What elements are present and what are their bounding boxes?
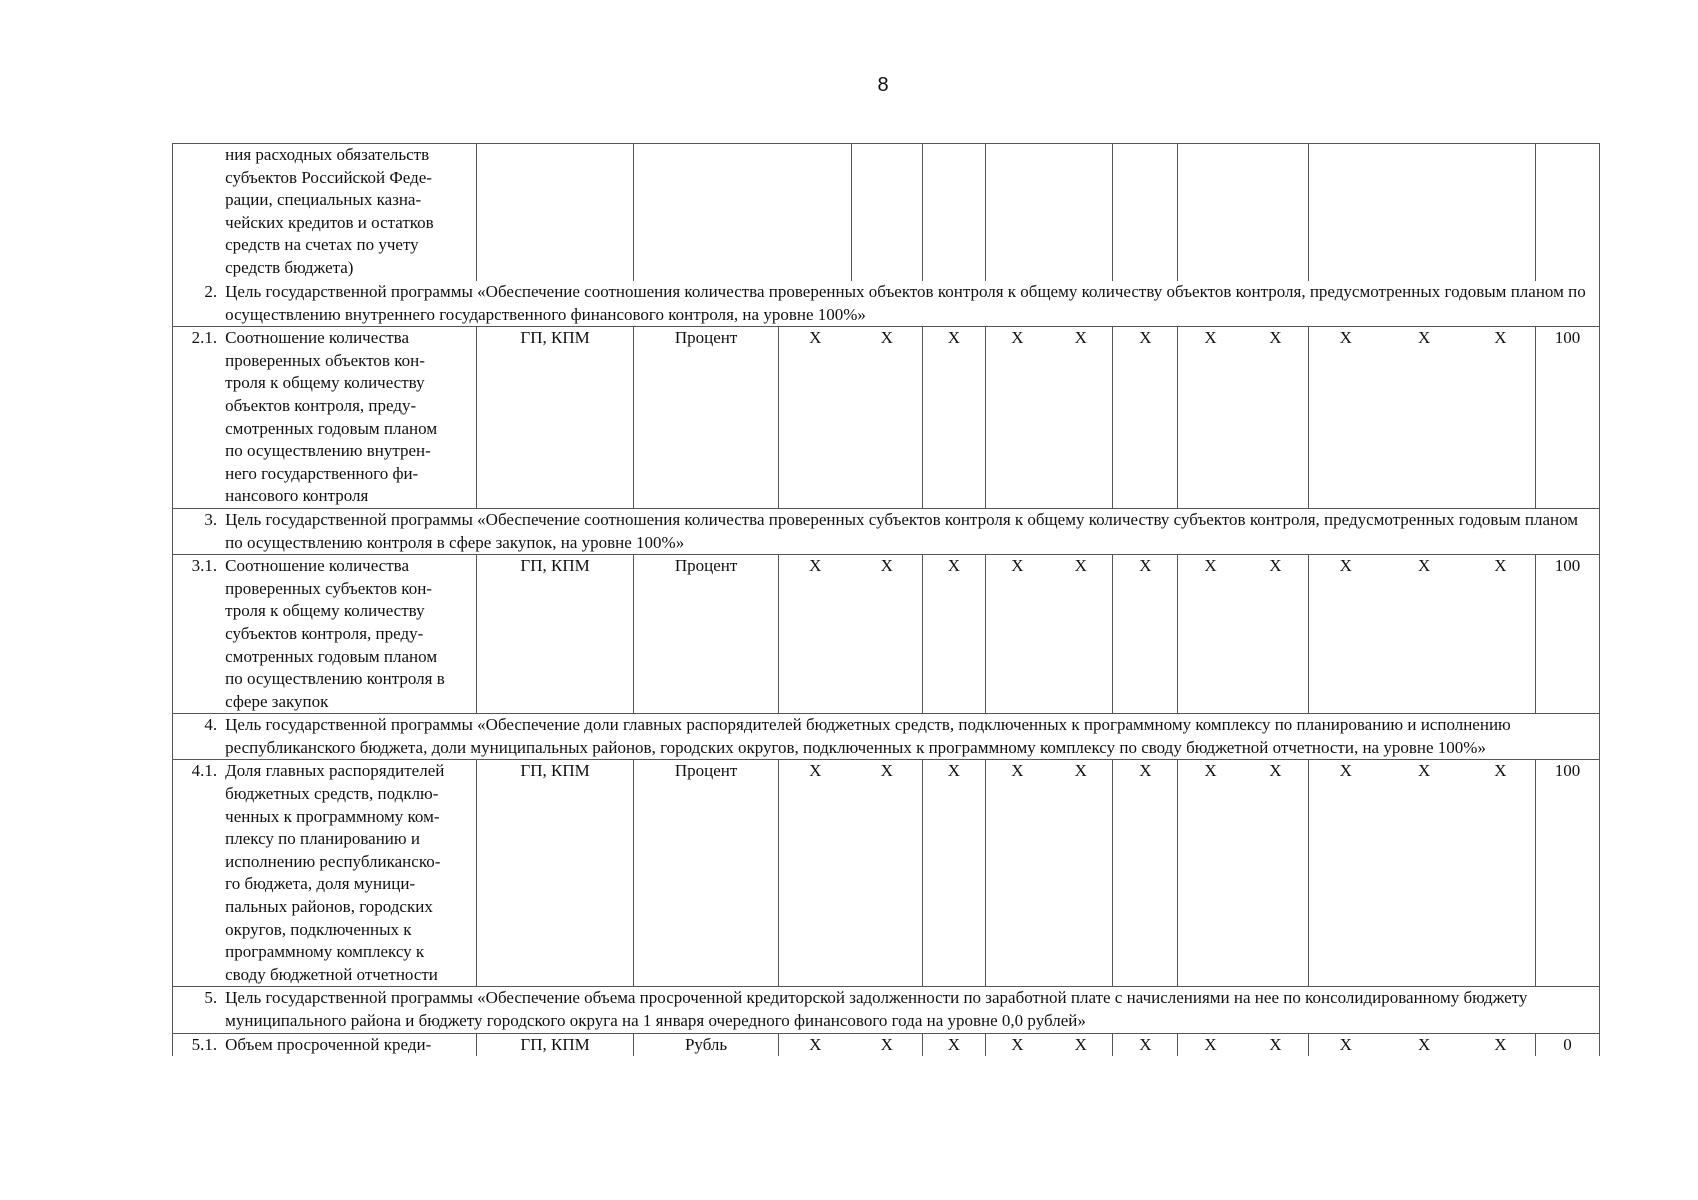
mark-cell: X: [1243, 760, 1309, 987]
mark-cell: X: [1466, 327, 1536, 509]
indicators-table: [172, 143, 1600, 1056]
indicator-row: [173, 1033, 1600, 1056]
mark-cell: X: [1049, 555, 1113, 714]
mark-cell: X: [985, 1033, 1049, 1056]
indicator-row: [173, 327, 1600, 509]
unit-cell: Процент: [634, 760, 779, 987]
mark-cell: X: [1113, 760, 1178, 987]
mark-cell: X: [922, 555, 985, 714]
page-number: 8: [877, 74, 889, 96]
mark-cell: X: [1049, 760, 1113, 987]
goal-number: 4.: [173, 714, 222, 760]
indicator-row: [173, 760, 1600, 987]
mark-cell: X: [922, 1033, 985, 1056]
unit-cell: Процент: [634, 555, 779, 714]
goal-text: Цель государственной программы «Обеспечение соотношения количества проверенных объектов контроля к общему количеству объектов контроля, предусмотренных годовым планом по осуществлению внутреннего государственного финансового контроля, на уровне 100%»: [221, 281, 1599, 327]
mark-cell: X: [1466, 1033, 1536, 1056]
indicator-name: Соотношение количества проверенных объектов кон- троля к общему количеству объектов контроля, преду- смотренных годовым планом по осуществлению внутрен- него государственного фи- нансового контроля: [221, 327, 476, 509]
level-cell: ГП, КПМ: [477, 555, 634, 714]
mark-cell: X: [1383, 555, 1466, 714]
mark-cell: X: [1383, 327, 1466, 509]
value-cell: 100: [1536, 555, 1600, 714]
goal-number: 2.: [173, 281, 222, 327]
goal-text: Цель государственной программы «Обеспечение соотношения количества проверенных субъектов контроля к общему количеству субъектов контроля, предусмотренных годовым планом по осуществлению контроля в сфере закупок, на уровне 100%»: [221, 508, 1599, 554]
mark-cell: X: [852, 1033, 923, 1056]
mark-cell: X: [1466, 555, 1536, 714]
mark-cell: X: [1309, 555, 1383, 714]
mark-cell: X: [1178, 555, 1243, 714]
mark-cell: X: [985, 327, 1049, 509]
mark-cell: X: [1113, 1033, 1178, 1056]
indicator-number: 2.1.: [173, 327, 222, 509]
mark-cell: X: [852, 327, 923, 509]
indicator-number: 4.1.: [173, 760, 222, 987]
indicator-number: 3.1.: [173, 555, 222, 714]
mark-cell: X: [922, 327, 985, 509]
level-cell: ГП, КПМ: [477, 760, 634, 987]
mark-cell: X: [1417, 1034, 1431, 1054]
mark-cell: X: [1309, 327, 1383, 509]
mark-cell: X: [779, 555, 852, 714]
mark-cell: X: [1113, 555, 1178, 714]
continuation-row: [173, 144, 1600, 282]
indicator-name: Объем просроченной креди-: [221, 1033, 476, 1056]
unit-cell: Процент: [634, 327, 779, 509]
mark-cell: X: [779, 760, 852, 987]
mark-cell: X: [779, 327, 852, 509]
mark-cell: X: [985, 760, 1049, 987]
mark-cell: X: [1466, 760, 1536, 987]
goal-text: Цель государственной программы «Обеспечение объема просроченной кредиторской задолженности по заработной плате с начислениями на нее по консолидированному бюджету муниципального района и бюджету городского округа на 1 января очередного финансового года на уровне 0,0 рублей»: [221, 987, 1599, 1033]
mark-cell: X: [1243, 1033, 1309, 1056]
mark-cell: X: [1178, 760, 1243, 987]
mark-cell: X: [1243, 555, 1309, 714]
mark-cell: X: [1049, 1033, 1113, 1056]
goal-row: [173, 714, 1600, 760]
mark-cell: X: [852, 760, 923, 987]
mark-cell: X: [985, 555, 1049, 714]
mark-cell: X: [922, 760, 985, 987]
goal-row: [173, 987, 1600, 1033]
value-cell: 0: [1536, 1033, 1600, 1056]
goal-row: [173, 508, 1600, 554]
mark-cell: X: [1243, 327, 1309, 509]
goal-text: Цель государственной программы «Обеспечение доли главных распорядителей бюджетных средств, подключенных к программному комплексу по планированию и исполнению республиканского бюджета, доли муниципальных районов, городских округов, подключенных к программному комплексу по своду бюджетной отчетности, на уровне 100%»: [221, 714, 1599, 760]
indicator-number: 5.1.: [173, 1033, 222, 1056]
mark-cell: X: [1178, 327, 1243, 509]
mark-cell: X: [779, 1033, 852, 1056]
mark-cell: X: [852, 555, 923, 714]
goal-row: [173, 281, 1600, 327]
indicator-row: [173, 555, 1600, 714]
goal-number: 5.: [173, 987, 222, 1033]
mark-cell: X: [1113, 327, 1178, 509]
mark-cell: X: [1309, 760, 1383, 987]
level-cell: ГП, КПМ: [477, 1033, 634, 1056]
value-cell: 100: [1536, 327, 1600, 509]
level-cell: ГП, КПМ: [477, 327, 634, 509]
mark-cell: X: [1178, 1033, 1243, 1056]
mark-cell: X: [1383, 760, 1466, 987]
indicator-name: Соотношение количества проверенных субъектов кон- троля к общему количеству субъектов контроля, преду- смотренных годовым планом по осуществлению контроля в сфере закупок: [221, 555, 476, 714]
indicator-name: Доля главных распорядителей бюджетных средств, подклю- ченных к программному ком- плексу по планированию и исполнению республиканско- го бюджета, доля муници- пальных районов, городских округов, подключенных к программному комплексу к своду бюджетной отчетности: [221, 760, 476, 987]
mark-cell: X: [1049, 327, 1113, 509]
value-cell: 100: [1536, 760, 1600, 987]
unit-cell: Рубль: [634, 1033, 779, 1056]
goal-number: 3.: [173, 508, 222, 554]
indicator-name-continued: ния расходных обязательств субъектов Российской Феде- рации, специальных казна- чейских кредитов и остатков средств на счетах по учету средств бюджета): [221, 144, 476, 282]
mark-cell: X: [1309, 1033, 1383, 1056]
